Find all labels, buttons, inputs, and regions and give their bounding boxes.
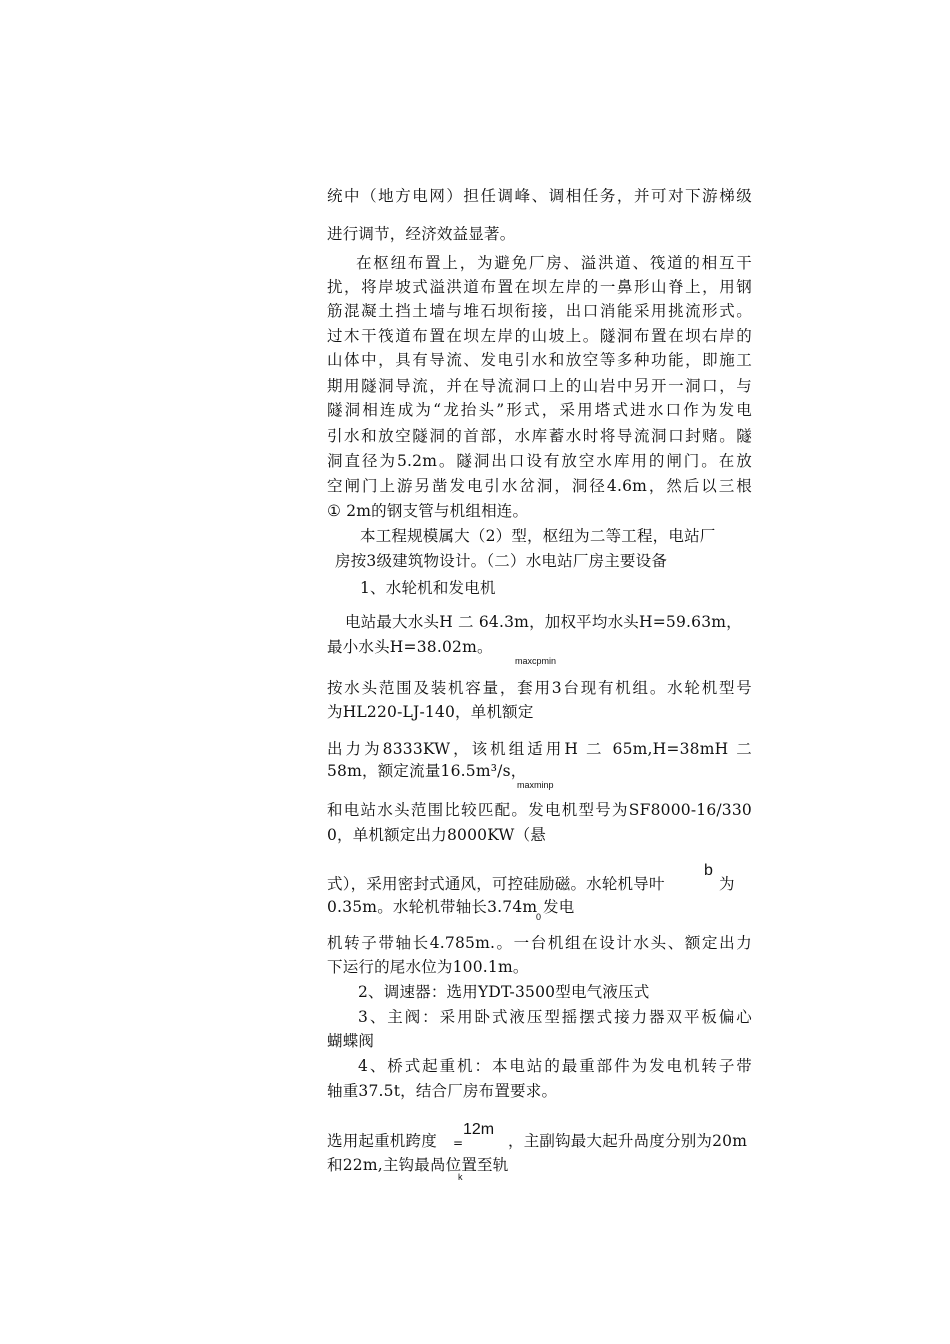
text-line: 下运行的尾水位为100.1m。 bbox=[327, 958, 529, 976]
section-heading: 1、水轮机和发电机 bbox=[360, 579, 496, 597]
text-line: 统中（地方电网）担任调峰、调相任务，并可对下游梯级 bbox=[327, 187, 752, 205]
text-line: 期用隧洞导流，并在导流洞口上的山岩中另开一洞口，与 bbox=[327, 377, 752, 395]
text-line: 机转子带轴长4.785m.。一台机组在设计水头、额定出力 bbox=[327, 934, 752, 952]
text-line: 进行调节，经济效益显著。 bbox=[327, 225, 516, 243]
subscript-label: maxcpmin bbox=[515, 656, 557, 666]
text-line: 电站最大水头H 二 64.3m，加权平均水头H=59.63m， bbox=[345, 613, 742, 631]
text-line: 轴重37.5t，结合厂房布置要求。 bbox=[327, 1082, 558, 1100]
text-line: ① 2m的钢支管与机组相连。 bbox=[327, 502, 529, 520]
text-line: 发电 bbox=[543, 898, 575, 916]
text-line: 过木干筏道布置在坝左岸的山坡上。隧洞布置在坝右岸的 bbox=[327, 327, 752, 345]
paragraph-start-line: 在枢纽布置上，为避免厂房、溢洪道、筏道的相互干 bbox=[356, 254, 752, 272]
text-line: 选用起重机跨度 bbox=[327, 1132, 437, 1150]
text-line: 为 bbox=[719, 875, 735, 893]
paragraph-start-line: 本工程规模属大（2）型，枢纽为二等工程，电站厂 bbox=[360, 527, 716, 545]
symbol-b: b bbox=[704, 862, 713, 879]
text-line: ，主副钩最大起升咼度分别为20m bbox=[508, 1132, 748, 1150]
text-line: 式），采用密封式通风，可控硅励磁。水轮机导叶 bbox=[327, 875, 665, 893]
subscript-label: 0 bbox=[536, 912, 542, 922]
text-line: 引水和放空隧洞的首部，水库蓄水时将导流洞口封赌。隧 bbox=[327, 427, 752, 445]
text-line: 房按3级建筑物设计。（二）水电站厂房主要设备 bbox=[335, 552, 668, 570]
list-item: 2、调速器：选用YDT-3500型电气液压式 bbox=[358, 983, 650, 1001]
subscript-label: k bbox=[458, 1172, 463, 1182]
text-line: 出力为8333KW，该机组适用H 二 65m,H=38mH 二 bbox=[327, 740, 752, 758]
text-line: 和22m,主钩最咼位置至轨 bbox=[327, 1156, 509, 1174]
text-line: 最小水头H=38.02m。 bbox=[327, 638, 493, 656]
text-line: 0.35m。水轮机带轴长3.74m bbox=[327, 898, 538, 916]
text-line: 山体中，具有导流、发电引水和放空等多种功能，即施工 bbox=[327, 351, 752, 369]
list-item: 4、桥式起重机：本电站的最重部件为发电机转子带 bbox=[358, 1057, 752, 1075]
text-line: 蝴蝶阀 bbox=[327, 1032, 375, 1050]
text-line: 洞直径为5.2m。隧洞出口设有放空水库用的闸门。在放 bbox=[327, 452, 752, 470]
text-line: 和电站水头范围比较匹配。发电机型号为SF8000-16/330 bbox=[327, 801, 752, 819]
text-line: 0，单机额定出力8000KW（悬 bbox=[327, 826, 546, 844]
text-line: 58m，额定流量16.5m³/s， bbox=[327, 762, 527, 780]
text-line: 隧洞相连成为“龙抬头”形式，采用塔式进水口作为发电 bbox=[327, 401, 752, 419]
span-value: 12m bbox=[463, 1121, 495, 1138]
text-line: 为HL220-LJ-140，单机额定 bbox=[327, 703, 534, 721]
text-line: 扰，将岸坡式溢洪道布置在坝左岸的一鼻形山脊上，用钢 bbox=[327, 278, 752, 296]
equals-sign: = bbox=[453, 1136, 464, 1150]
text-line: 筋混凝土挡土墙与堆石坝衔接，出口消能采用挑流形式。 bbox=[327, 302, 752, 320]
subscript-label: maxminp bbox=[517, 780, 554, 790]
text-line: 空闸门上游另凿发电引水岔洞，洞径4.6m，然后以三根 bbox=[327, 477, 752, 495]
list-item: 3、主阀：采用卧式液压型摇摆式接力器双平板偏心 bbox=[358, 1008, 752, 1026]
text-line: 按水头范围及装机容量，套用3台现有机组。水轮机型号 bbox=[327, 679, 752, 697]
